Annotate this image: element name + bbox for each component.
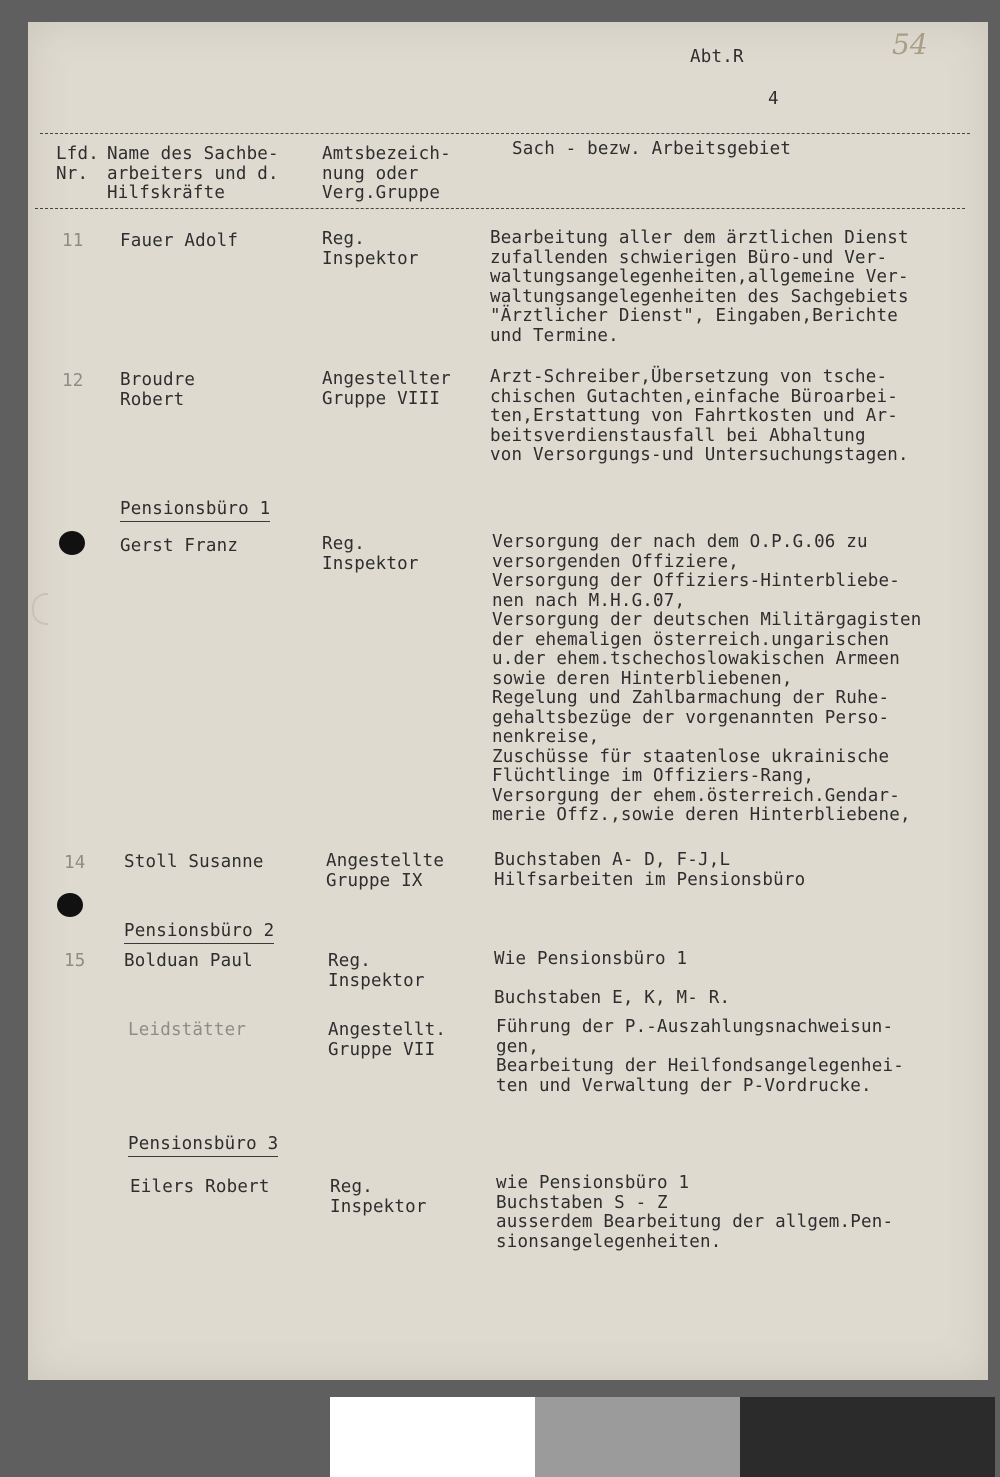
row-nr: 11 — [62, 231, 84, 251]
row-name: Eilers Robert — [130, 1177, 270, 1197]
col-header-amt: Amtsbezeich- nung oder Verg.Gruppe — [322, 144, 451, 203]
department-label: Abt.R — [690, 47, 744, 67]
row-name: Bolduan Paul — [124, 951, 253, 971]
calibration-strip-grey — [535, 1397, 740, 1477]
col-header-name: Name des Sachbe- arbeiters und d. Hilfskräfte — [107, 144, 279, 203]
punch-hole-bottom — [57, 893, 83, 917]
calibration-strip-dark — [740, 1397, 995, 1477]
row-amt: Reg. Inspektor — [322, 229, 419, 269]
row-sach: Bearbeitung aller dem ärztlichen Dienst zufallenden schwierigen Büro-und Ver- waltungsangelegenheiten,allgemeine Ver- waltungsangelegenheiten des Sachgebiets "Ärztlicher Dienst", Eingaben,Berichte und Termine. — [490, 228, 909, 346]
section-heading: Pensionsbüro 3 — [128, 1135, 278, 1157]
row-sach: Führung der P.-Auszahlungsnachweisun- gen, Bearbeitung der Heilfondsangelegenhei- ten und Verwaltung der P-Vordrucke. — [496, 1017, 904, 1096]
row-sach: wie Pensionsbüro 1 Buchstaben S - Z ausserdem Bearbeitung der allgem.Pen- sionsangelegenheiten. — [496, 1173, 894, 1252]
row-amt: Angestellte Gruppe IX — [326, 851, 445, 891]
col-header-sach: Sach - bezw. Arbeitsgebiet — [512, 139, 792, 159]
row-nr: 12 — [62, 371, 84, 391]
punch-hole-top — [59, 531, 85, 555]
row-amt: Reg. Inspektor — [330, 1177, 427, 1217]
row-name: Stoll Susanne — [124, 852, 264, 872]
section-heading: Pensionsbüro 2 — [124, 922, 274, 944]
header-rule-bottom — [35, 208, 965, 209]
row-sach: Arzt-Schreiber,Übersetzung von tsche- chischen Gutachten,einfache Büroarbei- ten,Erstattung von Fahrtkosten und Ar- beitsverdienstausfall bei Abhaltung von Versorgungs-und Untersuchungstagen. — [490, 367, 909, 465]
row-name: Fauer Adolf — [120, 231, 239, 251]
row-name: Gerst Franz — [120, 536, 239, 556]
row-sach: Wie Pensionsbüro 1 Buchstaben E, K, M- R. — [494, 949, 731, 1008]
row-amt: Reg. Inspektor — [322, 534, 419, 574]
row-sach: Versorgung der nach dem O.P.G.06 zu versorgenden Offiziere, Versorgung der Offiziers-Hinterbliebe- nen nach M.H.G.07, Versorgung der deutschen Militärgagisten der ehemaligen österreich.ungarischen u.der ehem.tschechoslowakischen Armeen sowie deren Hinterbliebenen, Regelung und Zahlbarmachung der Ruhe- gehaltsbezüge der vorgenannten Perso- nenkreise, Zuschüsse für staatenlose ukrainische Flüchtlinge im Offiziers-Rang, Versorgung der ehem.österreich.Gendar- merie Offz.,sowie deren Hinterbliebene, — [492, 532, 922, 825]
row-name: Broudre Robert — [120, 370, 196, 410]
row-nr: 15 — [64, 951, 86, 971]
col-header-nr: Lfd. Nr. — [56, 144, 99, 184]
header-rule-top — [40, 133, 970, 134]
calibration-strip-white — [330, 1397, 535, 1477]
row-name: Leidstätter — [128, 1020, 247, 1040]
row-amt: Angestellter Gruppe VIII — [322, 369, 451, 409]
pencil-page-number: 54 — [892, 28, 928, 61]
row-amt: Reg. Inspektor — [328, 951, 425, 991]
page-number: 4 — [768, 89, 779, 109]
row-nr: 14 — [64, 853, 86, 873]
section-heading: Pensionsbüro 1 — [120, 500, 270, 522]
row-amt: Angestellt. Gruppe VII — [328, 1020, 447, 1060]
row-sach: Buchstaben A- D, F-J,L Hilfsarbeiten im Pensionsbüro — [494, 850, 806, 890]
